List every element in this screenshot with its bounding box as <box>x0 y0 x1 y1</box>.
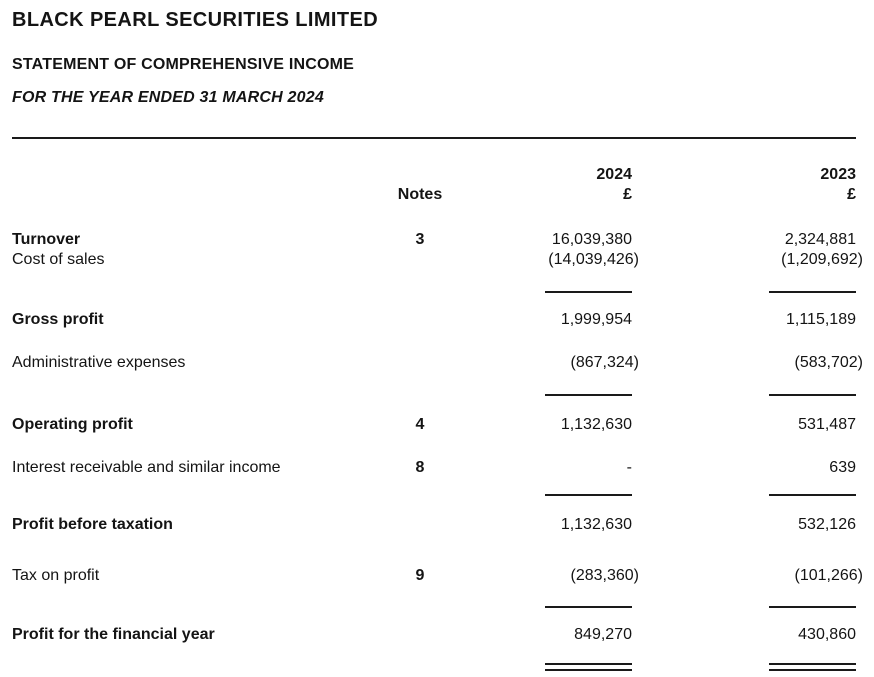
amount-2023: 1,115,189 <box>786 311 856 328</box>
subtotal-rule <box>12 485 856 505</box>
table-row-interest-receivable <box>12 458 856 478</box>
statement-title: STATEMENT OF COMPREHENSIVE INCOME <box>12 56 355 73</box>
subtotal-rule <box>12 385 856 405</box>
row-label: Interest receivable and similar income <box>12 459 281 476</box>
underline-2024 <box>545 394 632 396</box>
amount-2024: - <box>626 459 632 476</box>
amount-2023: 2,324,881 <box>784 231 856 248</box>
underline-2023 <box>769 606 856 608</box>
subtotal-rule <box>12 282 856 302</box>
table-row-administrative-expenses <box>12 353 863 373</box>
table-row-gross-profit <box>12 310 856 330</box>
table-row-operating-profit <box>12 415 856 435</box>
company-name: BLACK PEARL SECURITIES LIMITED <box>12 9 379 31</box>
note-reference: 9 <box>415 567 425 584</box>
table-row-cost-of-sales <box>12 250 863 270</box>
row-label: Profit for the financial year <box>12 626 215 643</box>
row-label: Turnover <box>12 231 81 248</box>
amount-2024: 1,132,630 <box>560 516 632 533</box>
underline-2023 <box>769 394 856 396</box>
note-reference: 4 <box>415 416 425 433</box>
statement-period: FOR THE YEAR ENDED 31 MARCH 2024 <box>12 89 324 106</box>
underline-2023 <box>769 291 856 293</box>
row-label: Profit before taxation <box>12 516 173 533</box>
row-label: Administrative expenses <box>12 354 186 371</box>
column-header-notes: Notes <box>397 186 443 203</box>
header-rule <box>12 137 856 139</box>
amount-2024: 1,999,954 <box>560 311 632 328</box>
amount-2024: 1,132,630 <box>560 416 632 433</box>
currency-symbol-2023: £ <box>847 186 856 203</box>
amount-2023: 639 <box>829 459 856 476</box>
table-header-years <box>12 165 856 185</box>
amount-2023: (1,209,692) <box>781 251 863 268</box>
total-double-rule <box>12 657 856 677</box>
amount-2024: 849,270 <box>574 626 632 643</box>
row-label: Cost of sales <box>12 251 105 268</box>
note-reference: 8 <box>415 459 425 476</box>
amount-2023: 531,487 <box>798 416 856 433</box>
column-header-2023: 2023 <box>820 166 856 183</box>
underline-2024 <box>545 606 632 608</box>
subtotal-rule <box>12 597 856 617</box>
amount-2023: (583,702) <box>794 354 863 371</box>
table-row-profit-for-financial-year <box>12 625 856 645</box>
currency-symbol-2024: £ <box>623 186 632 203</box>
double-underline-2023 <box>769 663 856 671</box>
table-row-turnover <box>12 230 856 250</box>
amount-2024: (283,360) <box>570 567 639 584</box>
row-label: Operating profit <box>12 416 133 433</box>
table-row-tax-on-profit <box>12 566 863 586</box>
underline-2024 <box>545 494 632 496</box>
amount-2024: (867,324) <box>570 354 639 371</box>
amount-2024: (14,039,426) <box>548 251 639 268</box>
table-header-notes-currency <box>12 185 856 205</box>
table-row-profit-before-taxation <box>12 515 856 535</box>
underline-2024 <box>545 291 632 293</box>
amount-2024: 16,039,380 <box>551 231 632 248</box>
column-header-2024: 2024 <box>596 166 632 183</box>
amount-2023: (101,266) <box>794 567 863 584</box>
row-label: Tax on profit <box>12 567 100 584</box>
row-label: Gross profit <box>12 311 104 328</box>
note-reference: 3 <box>415 231 425 248</box>
amount-2023: 430,860 <box>798 626 856 643</box>
underline-2023 <box>769 494 856 496</box>
amount-2023: 532,126 <box>798 516 856 533</box>
double-underline-2024 <box>545 663 632 671</box>
